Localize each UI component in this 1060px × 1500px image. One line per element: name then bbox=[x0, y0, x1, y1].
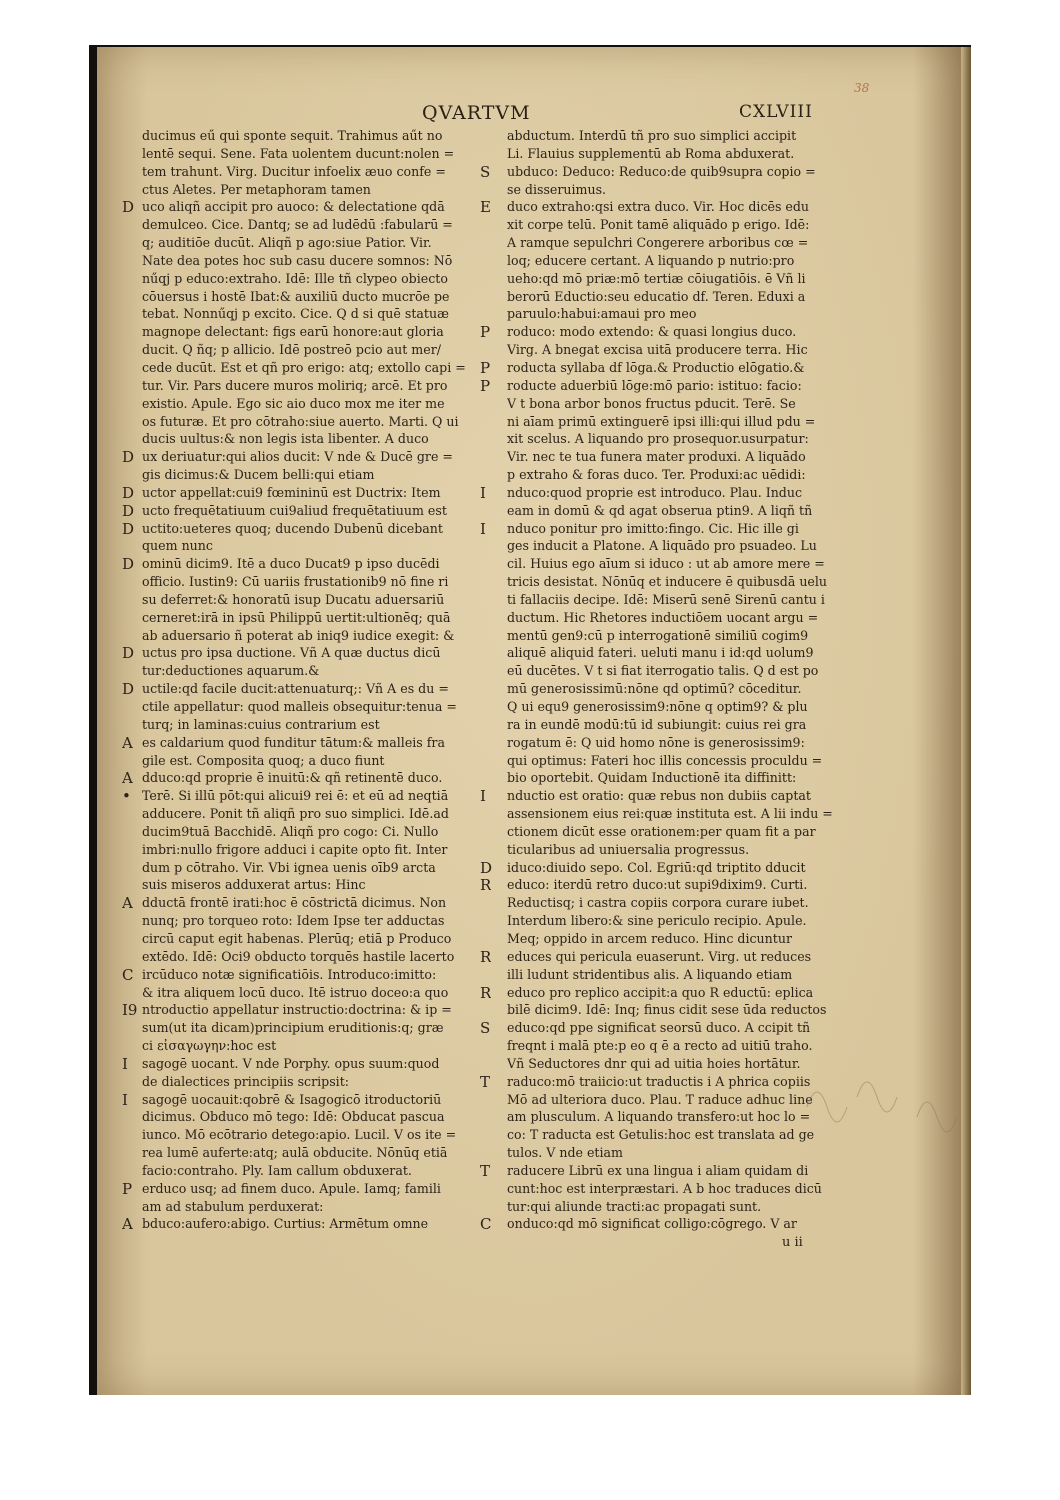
text-line bbox=[142, 163, 472, 181]
text-line bbox=[507, 234, 837, 252]
text-line bbox=[142, 823, 472, 841]
line-text: educo:qd ppe significat seorsū duco. A ccipit tñ bbox=[507, 1020, 811, 1036]
line-text: qui optimus: Fateri hoc illis concessis proculdu = bbox=[507, 752, 823, 768]
text-line bbox=[480, 1162, 837, 1180]
text-line bbox=[480, 1073, 837, 1091]
line-text: uctito:ueteres quoq; ducendo Dubenū dicebant bbox=[142, 520, 443, 536]
line-text: ducimus eű qui sponte sequit. Trahimus aűt no bbox=[142, 128, 443, 143]
line-text: raducere Librū ex una lingua i aliam quidam di bbox=[507, 1162, 809, 1178]
line-text: turq; in laminas:cuius contrarium est bbox=[142, 716, 380, 732]
text-line bbox=[507, 894, 837, 912]
line-text: ircūduco notæ significatiōis. Introduco:imitto: bbox=[142, 966, 437, 982]
text-line bbox=[507, 769, 837, 787]
text-line bbox=[507, 1180, 837, 1198]
line-text: Q ui equ9 generosissim9:nōne q optim9? & plu bbox=[507, 699, 808, 714]
line-text: xit corpe telū. Ponit tamē aliquādo p erigo. Idē: bbox=[507, 217, 810, 233]
line-text: ux deriuatur:qui alios ducit: V nde & Ducē gre = bbox=[142, 449, 453, 465]
line-initial: I bbox=[480, 520, 486, 538]
text-line bbox=[507, 734, 837, 752]
text-line bbox=[480, 377, 837, 395]
text-line bbox=[142, 145, 472, 163]
line-text: tur:deductiones aquarum.& bbox=[142, 663, 320, 679]
text-line bbox=[507, 216, 837, 234]
line-text: dduco:qd proprie ē inuitū:& qñ retinentē duco. bbox=[142, 770, 443, 786]
line-text: Vñ Seductores dnr qui ad uitia hoies hortātur. bbox=[507, 1055, 801, 1071]
line-text: eū ducētes. V t si fiat iterrogatio talis. Q d est po bbox=[507, 663, 819, 679]
text-line bbox=[507, 537, 837, 555]
text-line bbox=[480, 163, 837, 181]
line-text: berorū Eductio:seu educatio df. Teren. Eduxi a bbox=[507, 288, 806, 304]
line-initial: E bbox=[480, 199, 491, 217]
line-text: uctor appellat:cui9 fœmininū est Ductrix: Item bbox=[142, 484, 441, 500]
line-text: facio:contraho. Ply. Iam callum obduxerat. bbox=[142, 1162, 412, 1178]
line-text: dductā frontē irati:hoc ē cōstrictā dicimus. Non bbox=[142, 895, 447, 911]
text-line bbox=[142, 181, 472, 199]
text-line bbox=[480, 198, 837, 217]
margin-note: 38 bbox=[854, 81, 870, 95]
signature-mark: u ii bbox=[782, 1235, 803, 1250]
line-text: sum(ut ita dicam)principium eruditionis:q; græ bbox=[142, 1020, 444, 1036]
line-text: nunq; pro torqueo roto: Idem Ipse ter adductas bbox=[142, 913, 445, 929]
line-text: nűqj p educo:extraho. Idē: Ille tñ clypeo obiecto bbox=[142, 270, 448, 286]
line-text: ci εἰσαγωγην:hoc est bbox=[142, 1038, 277, 1054]
text-line bbox=[507, 127, 837, 145]
line-initial: P bbox=[480, 359, 491, 377]
text-line bbox=[122, 198, 472, 217]
line-text: ominū dicim9. Itē a duco Ducat9 p ipso ducēdi bbox=[142, 556, 440, 572]
line-text: sagogē uocauit:qobrē & Isagogicō itroductoriū bbox=[142, 1091, 442, 1107]
left-column bbox=[122, 127, 472, 1234]
line-text: duco extraho:qsi extra duco. Vir. Hoc dicēs edu bbox=[507, 199, 810, 215]
line-text: Meq; oppido in arcem reduco. Hinc dicuntur bbox=[507, 930, 792, 946]
line-text: paruulo:habui:amaui pro meo bbox=[507, 306, 697, 322]
text-line bbox=[142, 1073, 472, 1091]
line-text: Mō ad ulteriora duco. Plau. T raduce adhuc line bbox=[507, 1091, 813, 1107]
line-initial: D bbox=[122, 199, 135, 217]
text-line bbox=[122, 555, 472, 574]
line-text: Terē. Si illū pōt:qui alicui9 rei ē: et eū ad neqtiā bbox=[142, 788, 449, 804]
line-text: ductum. Hic Rhetores inductiōem uocant argu = bbox=[507, 609, 819, 625]
line-text: nduco ponitur pro imitto:fingo. Cic. Hic ille gi bbox=[507, 520, 799, 536]
line-initial: P bbox=[122, 1180, 133, 1198]
line-text: existio. Apule. Ego sic aio duco mox me iter me bbox=[142, 395, 445, 411]
text-line bbox=[142, 805, 472, 823]
line-text: aliquē aliquid fateri. ueluti manu i id:qd uolum9 bbox=[507, 645, 814, 661]
text-line bbox=[507, 609, 837, 627]
line-text: educo pro replico accipit:a quo R eductū: eplica bbox=[507, 984, 814, 1000]
text-line bbox=[122, 644, 472, 663]
text-line bbox=[142, 377, 472, 395]
line-initial: S bbox=[480, 163, 491, 181]
line-text: onduco:qd mō significat colligo:cōgrego. V ar bbox=[507, 1216, 797, 1232]
line-text: xit scelus. A liquando pro prosequor.usurpatur: bbox=[507, 431, 809, 447]
line-text: ntroductio appellatur instructio:doctrina: & ip = bbox=[142, 1002, 452, 1018]
line-text: & itra aliquem locū duco. Itē istruo doceo:a quo bbox=[142, 984, 449, 1000]
text-line bbox=[507, 1055, 837, 1073]
line-text: cerneret:irā in ipsū Philippū uertit:ultionēq; quā bbox=[142, 609, 451, 625]
text-line bbox=[142, 288, 472, 306]
right-column bbox=[480, 127, 837, 1234]
text-line bbox=[507, 448, 837, 466]
text-line bbox=[507, 716, 837, 734]
text-line bbox=[507, 466, 837, 484]
line-text: os futuræ. Et pro cōtraho:siue auerto. Marti. Q ui bbox=[142, 413, 459, 429]
text-line bbox=[507, 680, 837, 698]
line-text: uctile:qd facile ducit:attenuaturq;: Vñ A es du = bbox=[142, 681, 449, 697]
line-initial: P bbox=[480, 324, 491, 342]
text-line bbox=[480, 787, 837, 806]
line-initial: D bbox=[122, 449, 135, 467]
line-text: A ramque sepulchri Congerere arboribus cœ = bbox=[507, 235, 809, 251]
line-initial: D bbox=[122, 502, 135, 520]
line-text: tulos. V nde etiam bbox=[507, 1145, 623, 1161]
line-text: ctus Aletes. Per metaphoram tamen bbox=[142, 181, 371, 197]
text-line bbox=[142, 876, 472, 894]
line-text: V t bona arbor bonos fructus pducit. Terē. Se bbox=[507, 395, 796, 411]
line-initial: A bbox=[122, 734, 133, 752]
text-line bbox=[480, 948, 837, 966]
line-text: iduco:diuido sepo. Col. Egriū:qd triptito dducit bbox=[507, 859, 806, 875]
line-text: uctus pro ipsa ductione. Vñ A quæ ductus dicū bbox=[142, 645, 441, 661]
line-text: freqnt i malā pte:p eo q ē a recto ad uitiū traho. bbox=[507, 1038, 813, 1054]
line-text: loq; educere certant. A liquando p nutrio:pro bbox=[507, 252, 795, 268]
line-text: rogatum ē: Q uid homo nōne is generosissim9: bbox=[507, 734, 805, 750]
line-text: abductum. Interdū tñ pro suo simplici accipit bbox=[507, 128, 797, 143]
text-line bbox=[142, 752, 472, 770]
text-line bbox=[507, 252, 837, 270]
text-line bbox=[507, 181, 837, 199]
text-line bbox=[507, 1144, 837, 1162]
line-text: ab aduersario ñ poterat ab iniq9 iudice exegit: & bbox=[142, 627, 455, 643]
book-page bbox=[97, 47, 965, 1395]
line-text: p extraho & foras duco. Ter. Produxi:ac uēdidi: bbox=[507, 467, 806, 483]
text-line bbox=[142, 1037, 472, 1055]
line-initial: T bbox=[480, 1073, 491, 1091]
text-line bbox=[507, 752, 837, 770]
line-text: dum p cōtraho. Vir. Vbi ignea uenis oīb9 arcta bbox=[142, 859, 436, 875]
text-line bbox=[142, 216, 472, 234]
text-line bbox=[142, 305, 472, 323]
line-text: ueho:qd mō priæ:mō tertiæ cōiugatiōis. ē Vñ li bbox=[507, 270, 806, 286]
line-text: cōuersus i hostē Ibat:& auxiliū ducto mucrōe pe bbox=[142, 288, 450, 304]
line-text: ti fallaciis decipe. Idē: Miserū senē Sirenū cantu i bbox=[507, 591, 825, 607]
text-line bbox=[142, 270, 472, 288]
line-text: sagogē uocant. V nde Porphy. opus suum:quod bbox=[142, 1055, 440, 1071]
text-line bbox=[142, 430, 472, 448]
text-line bbox=[142, 912, 472, 930]
text-line bbox=[142, 859, 472, 877]
text-line bbox=[142, 341, 472, 359]
page-edge bbox=[961, 47, 971, 1395]
line-text: ducit. Q ñq; p allicio. Idē postreō pcio aut mer/ bbox=[142, 342, 441, 358]
text-line bbox=[142, 323, 472, 341]
text-line bbox=[142, 234, 472, 252]
running-title: QVARTVM bbox=[422, 102, 531, 124]
line-text: roducte aduerbiū lōge:mō pario: istituo: facio: bbox=[507, 377, 802, 393]
line-text: extēdo. Idē: Oci9 obducto torquēs hastile lacerto bbox=[142, 948, 455, 964]
text-line bbox=[480, 984, 837, 1002]
line-text: officio. Iustin9: Cū uariis frustationib9 nō fine ri bbox=[142, 574, 449, 590]
text-line bbox=[142, 1126, 472, 1144]
line-initial: I bbox=[480, 484, 486, 502]
text-line bbox=[142, 609, 472, 627]
text-line bbox=[122, 769, 472, 788]
line-text: adducere. Ponit tñ aliqñ pro suo simplici. Idē.ad bbox=[142, 806, 449, 822]
text-line bbox=[122, 484, 472, 502]
text-line bbox=[480, 323, 837, 342]
line-text: tricis desistat. Nōnūq et inducere ē quibusdā uelu bbox=[507, 574, 828, 590]
line-text: magnope delectant: figs earū honore:aut gloria bbox=[142, 324, 444, 340]
text-line bbox=[507, 288, 837, 306]
line-initial: P bbox=[480, 377, 491, 395]
line-text: es caldarium quod funditur tātum:& malleis fra bbox=[142, 734, 445, 750]
text-line bbox=[142, 252, 472, 270]
text-line bbox=[142, 948, 472, 966]
line-text: eam in domū & qd agat obserua ptin9. A liqñ tñ bbox=[507, 502, 813, 518]
text-line bbox=[507, 698, 837, 716]
text-line bbox=[142, 413, 472, 431]
text-line bbox=[507, 1198, 837, 1216]
text-line bbox=[507, 430, 837, 448]
text-line bbox=[507, 341, 837, 359]
text-line bbox=[122, 520, 472, 538]
line-text: am plusculum. A liquando transfero:ut hoc lo = bbox=[507, 1109, 811, 1125]
line-initial: D bbox=[122, 556, 135, 574]
text-line bbox=[507, 413, 837, 431]
line-text: q; auditiōe ducūt. Aliqñ p ago:siue Patior. Vir. bbox=[142, 235, 432, 251]
text-line bbox=[122, 502, 472, 520]
line-initial: D bbox=[122, 520, 135, 538]
text-line bbox=[122, 734, 472, 752]
line-text: ubduco: Deduco: Reduco:de quib9supra copio = bbox=[507, 163, 816, 179]
text-line bbox=[507, 145, 837, 163]
text-line bbox=[507, 823, 837, 841]
text-line bbox=[480, 1019, 837, 1038]
line-text: educes qui pericula euaserunt. Virg. ut reduces bbox=[507, 948, 812, 964]
line-initial: D bbox=[122, 484, 135, 502]
line-text: Li. Flauius supplementū ab Roma abduxerat. bbox=[507, 145, 795, 161]
line-text: su deferret:& honoratū isup Ducatu aduersariū bbox=[142, 591, 445, 607]
text-line bbox=[142, 537, 472, 555]
text-line bbox=[142, 1019, 472, 1037]
text-line bbox=[507, 1037, 837, 1055]
line-text: ticularibus ad uniuersalia progressus. bbox=[507, 841, 750, 857]
line-text: bio oportebit. Quidam Inductionē ita diffinitt: bbox=[507, 770, 797, 786]
text-line bbox=[142, 930, 472, 948]
text-line bbox=[142, 359, 472, 377]
line-text: imbri:nullo frigore adduci i capite opto fit. Inter bbox=[142, 841, 448, 857]
line-text: co: T raducta est Getulis:hoc est translata ad ge bbox=[507, 1127, 815, 1143]
line-initial: I bbox=[480, 788, 486, 806]
text-line bbox=[122, 1001, 472, 1020]
line-text: raduco:mō traiicio:ut traductis i A phrica copiis bbox=[507, 1073, 811, 1089]
line-text: ni aīam primū extinguerē ipsi illi:qui illud pdu = bbox=[507, 413, 816, 429]
line-initial: C bbox=[122, 966, 134, 984]
line-text: nduco:quod proprie est introduco. Plau. Induc bbox=[507, 484, 803, 500]
text-line bbox=[507, 305, 837, 323]
line-text: Vir. nec te tua funera mater produxi. A liquādo bbox=[507, 449, 806, 465]
line-initial: T bbox=[480, 1162, 491, 1180]
line-initial: C bbox=[480, 1216, 492, 1234]
line-text: roduco: modo extendo: & quasi longius duco. bbox=[507, 324, 797, 340]
line-initial: I bbox=[122, 1055, 128, 1073]
text-line bbox=[507, 841, 837, 859]
text-line bbox=[142, 573, 472, 591]
line-text: iunco. Mō ecōtrario detego:apio. Lucil. V os ite = bbox=[142, 1127, 457, 1143]
text-line bbox=[480, 520, 837, 538]
text-line bbox=[480, 859, 837, 877]
line-initial: R bbox=[480, 948, 492, 966]
text-line bbox=[142, 395, 472, 413]
text-line bbox=[122, 966, 472, 984]
text-line bbox=[122, 894, 472, 913]
line-text: bilē dicim9. Idē: Inq; finus cidit sese ūda reductos bbox=[507, 1002, 827, 1018]
text-line bbox=[507, 1001, 837, 1019]
line-initial: R bbox=[480, 877, 492, 895]
text-line bbox=[142, 127, 472, 145]
line-initial: A bbox=[122, 770, 133, 788]
text-line bbox=[142, 466, 472, 484]
line-text: ducim9tuā Bacchidē. Aliqñ pro cogo: Ci. Nullo bbox=[142, 823, 439, 839]
line-text: cunt:hoc est interpræstari. A b hoc traduces dicū bbox=[507, 1180, 822, 1196]
line-text: educo: iterdū retro duco:ut supi9dixim9. Curti. bbox=[507, 877, 808, 893]
text-line bbox=[507, 395, 837, 413]
text-line bbox=[122, 1091, 472, 1109]
text-line bbox=[507, 1091, 837, 1109]
line-text: quem nunc bbox=[142, 538, 213, 554]
line-text: mentū gen9:cū p interrogationē similiū cogim9 bbox=[507, 627, 809, 643]
line-text: nductio est oratio: quæ rebus non dubiis captat bbox=[507, 788, 811, 804]
line-text: ra in eundē modū:tū id subiungit: cuius rei gra bbox=[507, 716, 807, 732]
line-text: gis dicimus:& Ducem belli:qui etiam bbox=[142, 467, 375, 483]
text-line bbox=[507, 966, 837, 984]
line-text: Nate dea potes hoc sub casu ducere somnos: Nō bbox=[142, 252, 453, 268]
text-line bbox=[142, 984, 472, 1002]
text-line bbox=[480, 876, 837, 895]
text-line bbox=[122, 448, 472, 467]
text-line bbox=[507, 627, 837, 645]
text-line bbox=[507, 930, 837, 948]
text-line bbox=[480, 484, 837, 502]
line-text: ctile appellatur: quod malleis obsequitur:tenua = bbox=[142, 699, 457, 714]
text-line bbox=[507, 662, 837, 680]
line-text: Reductisq; i castra copiis corpora curare iubet. bbox=[507, 895, 809, 911]
line-text: ducis uultus:& non legis ista libenter. A duco bbox=[142, 431, 429, 447]
folio-number: CXLVIII bbox=[739, 102, 813, 122]
text-line bbox=[122, 787, 472, 806]
line-initial: D bbox=[122, 681, 135, 699]
line-initial: I9 bbox=[122, 1002, 138, 1020]
line-text: illi ludunt stridentibus alis. A liquando etiam bbox=[507, 966, 793, 982]
text-line bbox=[507, 591, 837, 609]
text-line bbox=[142, 591, 472, 609]
text-line bbox=[507, 912, 837, 930]
text-line bbox=[142, 1108, 472, 1126]
text-line bbox=[507, 644, 837, 662]
line-text: ges inducit a Platone. A liquādo pro psuadeo. Lu bbox=[507, 538, 817, 554]
text-line bbox=[507, 502, 837, 520]
line-text: ucto frequētatiuum cui9aliud frequētatiuum est bbox=[142, 502, 447, 518]
text-line bbox=[142, 716, 472, 734]
text-line bbox=[142, 1162, 472, 1180]
line-initial: A bbox=[122, 1216, 133, 1234]
line-text: bduco:aufero:abigo. Curtius: Armētum omne bbox=[142, 1216, 429, 1232]
line-text: gile est. Composita quoq; a duco fiunt bbox=[142, 752, 385, 768]
line-text: mū generosissimū:nōne qd optimū? cōceditur. bbox=[507, 681, 802, 697]
text-line bbox=[142, 627, 472, 645]
line-initial: A bbox=[122, 895, 133, 913]
line-text: ctionem dicūt esse orationem:per quam fit a par bbox=[507, 823, 816, 839]
text-line bbox=[142, 662, 472, 680]
line-text: tur:qui aliunde tracti:ac propagati sunt. bbox=[507, 1198, 762, 1214]
text-line bbox=[507, 1126, 837, 1144]
text-line bbox=[122, 1055, 472, 1073]
line-text: tebat. Nonnűqj p excito. Cice. Q d si quē statuæ bbox=[142, 306, 449, 322]
line-text: circū caput egit habenas. Plerūq; etiā p Produco bbox=[142, 930, 452, 946]
text-line bbox=[507, 270, 837, 288]
text-line bbox=[142, 841, 472, 859]
line-initial: S bbox=[480, 1020, 491, 1038]
line-text: roducta syllaba df lōga.& Productio elōgatio.& bbox=[507, 359, 805, 375]
text-line bbox=[142, 698, 472, 716]
text-line bbox=[142, 1144, 472, 1162]
text-line bbox=[480, 1215, 837, 1234]
line-text: tur. Vir. Pars ducere muros moliriq; arcē. Et pro bbox=[142, 377, 448, 393]
line-text: cede ducūt. Est et qñ pro erigo: atq; extollo capi = bbox=[142, 359, 466, 375]
line-text: lentē sequi. Sene. Fata uolentem ducunt:nolen = bbox=[142, 145, 455, 161]
text-line bbox=[122, 1215, 472, 1234]
text-line bbox=[507, 1108, 837, 1126]
line-text: rea lumē auferte:atq; aulā obducite. Nōnūq etiā bbox=[142, 1145, 448, 1161]
line-initial: I bbox=[122, 1091, 128, 1109]
line-text: am ad stabulum perduxerat: bbox=[142, 1198, 324, 1214]
text-line bbox=[480, 359, 837, 377]
line-text: demulceo. Cice. Dantq; se ad ludēdū :fabularū = bbox=[142, 217, 453, 233]
line-initial: D bbox=[122, 645, 135, 663]
line-text: cil. Huius ego aīum si iduco : ut ab amore mere = bbox=[507, 556, 825, 572]
line-text: de dialectices principiis scripsit: bbox=[142, 1073, 350, 1089]
text-line bbox=[507, 573, 837, 591]
line-text: se disseruimus. bbox=[507, 181, 607, 197]
line-text: uco aliqñ accipit pro auoco: & delectatione qdā bbox=[142, 199, 445, 215]
line-text: tem trahunt. Virg. Ducitur infoelix æuo confe = bbox=[142, 163, 446, 179]
line-text: dicimus. Obduco mō tego: Idē: Obducat pascua bbox=[142, 1109, 445, 1125]
line-initial: R bbox=[480, 984, 492, 1002]
pencil-scribble bbox=[797, 1047, 997, 1167]
line-initial: • bbox=[122, 788, 131, 806]
line-text: erduco usq; ad finem duco. Apule. Iamq; famili bbox=[142, 1180, 441, 1196]
text-line bbox=[122, 680, 472, 699]
text-line bbox=[507, 805, 837, 823]
text-line bbox=[507, 555, 837, 573]
text-line bbox=[142, 1198, 472, 1216]
line-text: assensionem eius rei:quæ instituta est. A lii indu = bbox=[507, 806, 833, 822]
line-text: Interdum libero:& sine periculo recipio. Apule. bbox=[507, 913, 807, 929]
line-initial: D bbox=[480, 859, 493, 877]
line-text: suis miseros adduxerat artus: Hinc bbox=[142, 877, 366, 893]
text-line bbox=[122, 1180, 472, 1198]
line-text: Virg. A bnegat excisa uitā producere terra. Hic bbox=[507, 342, 808, 358]
